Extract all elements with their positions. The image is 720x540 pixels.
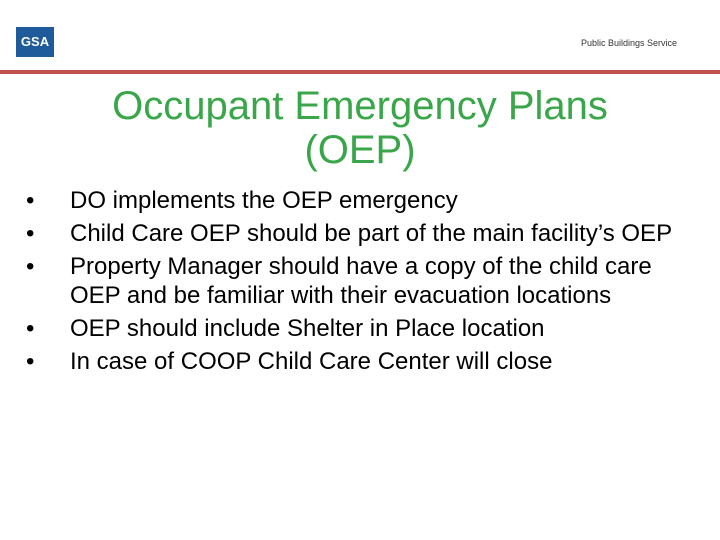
gsa-logo: GSA [16, 27, 54, 57]
bullet-icon: • [26, 348, 35, 375]
organization-name: Public Buildings Service [580, 38, 677, 48]
bullet-text: In case of COOP Child Care Center will close [70, 348, 553, 375]
bullet-text: DO implements the OEP emergency [70, 187, 458, 214]
bullet-icon: • [26, 253, 35, 280]
bullet-item [26, 252, 706, 310]
bullet-item [26, 347, 706, 376]
header-divider [0, 70, 720, 74]
bullet-icon: • [26, 220, 35, 247]
bullet-text: OEP should include Shelter in Place location [70, 315, 545, 342]
bullet-item [26, 186, 706, 215]
bullet-item [26, 219, 706, 248]
bullet-icon: • [26, 187, 35, 214]
bullet-text: Child Care OEP should be part of the main facility’s OEP [70, 220, 673, 247]
slide-title [60, 84, 660, 172]
bullet-text: Property Manager should have a copy of the child care OEP and be familiar with their evacuation locations [70, 253, 652, 309]
slide-title-line-2: (OEP) [304, 128, 416, 172]
bullet-item [26, 314, 706, 343]
bullet-list [26, 186, 706, 380]
slide-title-line-1: Occupant Emergency Plans [112, 84, 608, 128]
bullet-icon: • [26, 315, 35, 342]
